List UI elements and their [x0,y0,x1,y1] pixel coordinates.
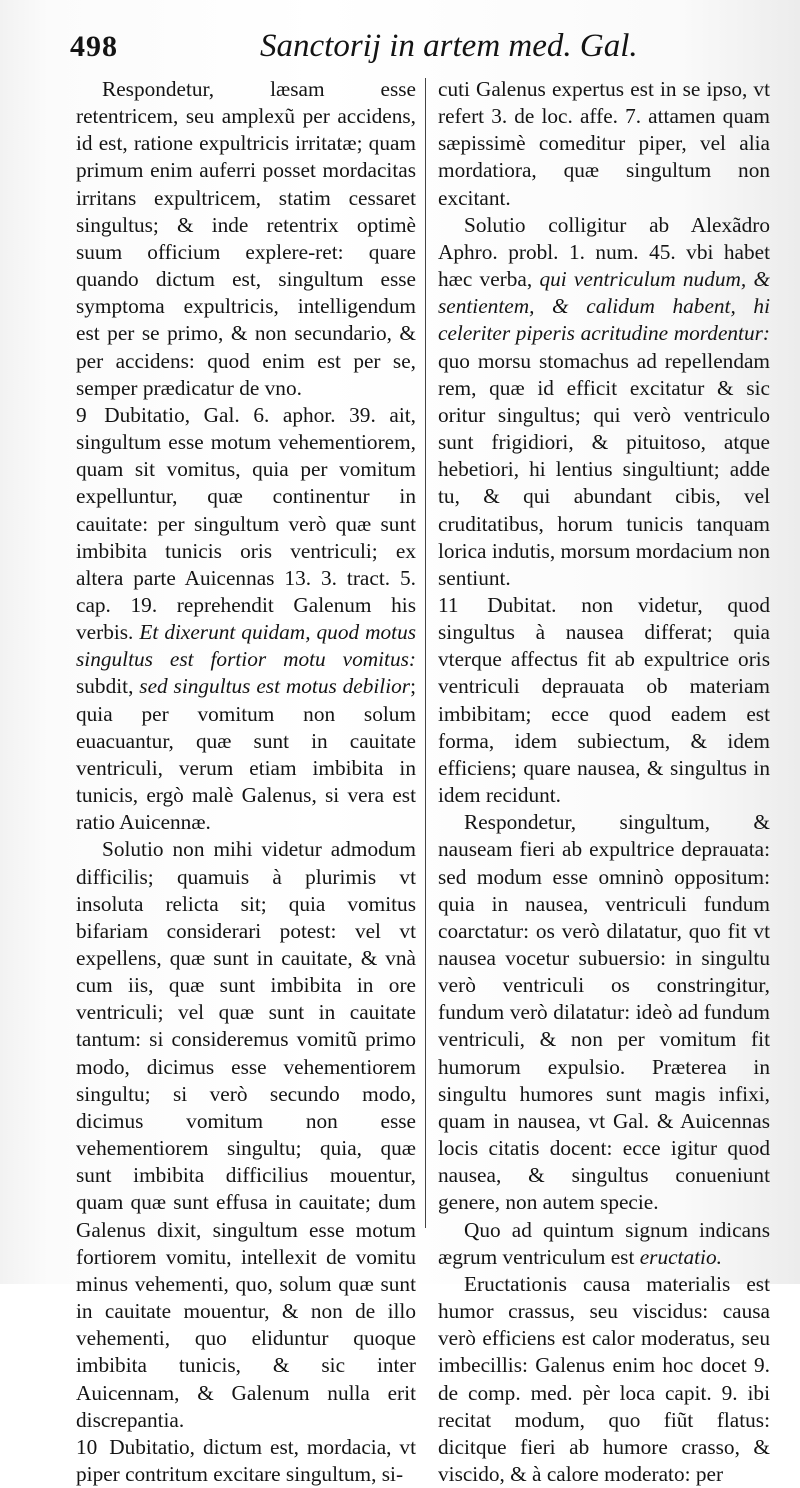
left-column [76,76,417,1486]
paragraph-dubitatio-9 [76,402,416,837]
paragraph-solutio-alexandro [438,212,770,592]
paragraph-eructationis: Eructationis causa materialis est humor crassus, seu viscidus: causa verò efficiens est calor moderatus, seu imbecillis: Galenus enim hoc docet 9. de comp. med. pèr loca capit. 9. ibi recitat modum, quo fiũt flatus: dicitque fieri ab humore crasso, & viscido, & à calore moderato: per [438,1271,770,1486]
quotation-italic: Et dixerunt quidam, quod motus singultus est fortior motu vomitus: [76,620,417,672]
paragraph-continuation: cuti Galenus expertus est in se ipso, vt refert 3. de loc. affe. 7. attamen quam sæpissimè comeditur piper, vel alia mordatiora, quæ singultum non excitant. [438,77,770,210]
paragraph-quintum-signum [438,1217,770,1271]
quotation-italic: sed singultus est motus debilior [139,674,411,699]
column-divider [425,78,426,1228]
paragraph-solutio: Solutio non mihi videtur admodum difficilis; quamuis à plurimis vt insoluta relicta sit; quia vomitus bifariam considerari potest: vel vt expellens, quæ sunt in cauitate, & vnà cum iis, quæ sunt imbibita in ore ventriculi; vel quæ sunt in cauitate tantum: si consideremus vomitũ primo modo, dicimus esse vehementiorem singultu; si verò secundo modo, dicimus vomitum non esse vehementiorem singultu; quia, quæ sunt imbibita difficilius mouentur, quam quæ sunt effusa in cauitate; dum Galenus dixit, singultum esse motum fortiorem vomitu, intellexit de vomitu minus vehementi, quo, solum quæ sunt in cauitate mouentur, & non de illo vehementi, quo eliduntur quoque imbibita tunicis, & sic inter Auicennam, & Galenum nulla erit discrepantia. [76,837,416,1432]
paragraph-dubitatio-10 [76,1434,416,1488]
paragraph-text: Dubitatio, Gal. 6. aphor. 39. ait, singultum esse motum vehementiorem, quam sit vomitus, quia per vomitum expelluntur, quæ continentur in cauitate: per singultum verò quæ sunt imbibita tunicis oris ventriculi; ex altera parte Auicennas 13. 3. tract. 5. cap. 19. reprehendit Galenum his verbis. [76,402,416,645]
paragraph-text: ; quia per vomitum non solum euacuantur, quæ sunt in cauitate ventriculi, verum etiam imbibita in tunicis, ergò malè Galenus, si vera est ratio Auicennæ. [76,674,416,835]
paragraph-text: subdit, [76,674,134,699]
running-head: Sanctorij in artem med. Gal. [260,28,638,64]
paragraph-text: Dubitatio, dictum est, mordacia, vt piper contritum excitare singultum, si- [76,1434,416,1486]
section-number: 9 [76,402,87,427]
paragraph-dubitatio-11 [438,592,770,809]
page-header [70,26,780,70]
paragraph-text: quo morsu stomachus ad repellendam rem, quæ id efficit excitatur & sic oritur singultus; qui verò ventriculo sunt frigidiori, & pituitoso, atque hebetiori, hi lentius singultiunt; adde tu, & qui abundant cibis, vel cruditatibus, horum tunicis tanquam lorica indutis, morsum mordacium non sentiunt. [438,348,770,590]
paragraph-respondetur-nausea: Respondetur, singultum, & nauseam fieri ab expultrice deprauata: sed modum esse omninò oppositum: quia in nausea, ventriculi fundum coarctatur: os verò dilatatur, quo fit vt nausea vocetur subuersio: in singultu verò ventriculi os constringitur, fundum verò dilatatur: ideò ad fundum ventriculi, & non per vomitum fit humorum expulsio. Præterea in singultu humores sunt magis infixi, quam in nausea, vt Gal. & Auicennas locis citatis docent: ecce igitur quod nausea, & singultus conueniunt genere, non autem specie. [438,810,770,1215]
right-column [438,76,771,1486]
paragraph-text: Dubitat. non videtur, quod singultus à nausea differat; quia vterque affectus fit ab expultrice oris ventriculi deprauata ob materiam imbibitam; ecce quod eadem est forma, idem subiectum, & idem efficiens; quare nausea, & singultus in idem recidunt. [438,592,770,808]
quotation-italic: qui ventriculum nudum, & sentientem, & calidum habent, hi celeriter piperis acritudine mordentur: [438,267,771,346]
paragraph-text: Quo ad quintum signum indicans ægrum ventriculum est [438,1217,770,1269]
section-number: 11 [438,592,459,617]
paragraph-respondetur: Respondetur, læsam esse retentricem, seu amplexũ per accidens, id est, ratione expultricis irritatæ; quam primum enim auferri posset mordacitas irritans expultricem, statim cessaret singultus; & inde retentrix optimè suum officium explere-ret: quare quando dictum est, singultum esse symptoma expultricis, intelligendum est per se primo, & non secundario, & per accidens: quod enim est per se, semper prædicatur de vno. [76,77,416,400]
section-number: 10 [76,1434,98,1459]
page-number: 498 [70,30,118,63]
paragraph-text: Solutio colligitur ab Alexãdro Aphro. probl. 1. num. 45. vbi habet hæc verba, [438,212,770,292]
term-italic: eructatio. [639,1244,722,1269]
